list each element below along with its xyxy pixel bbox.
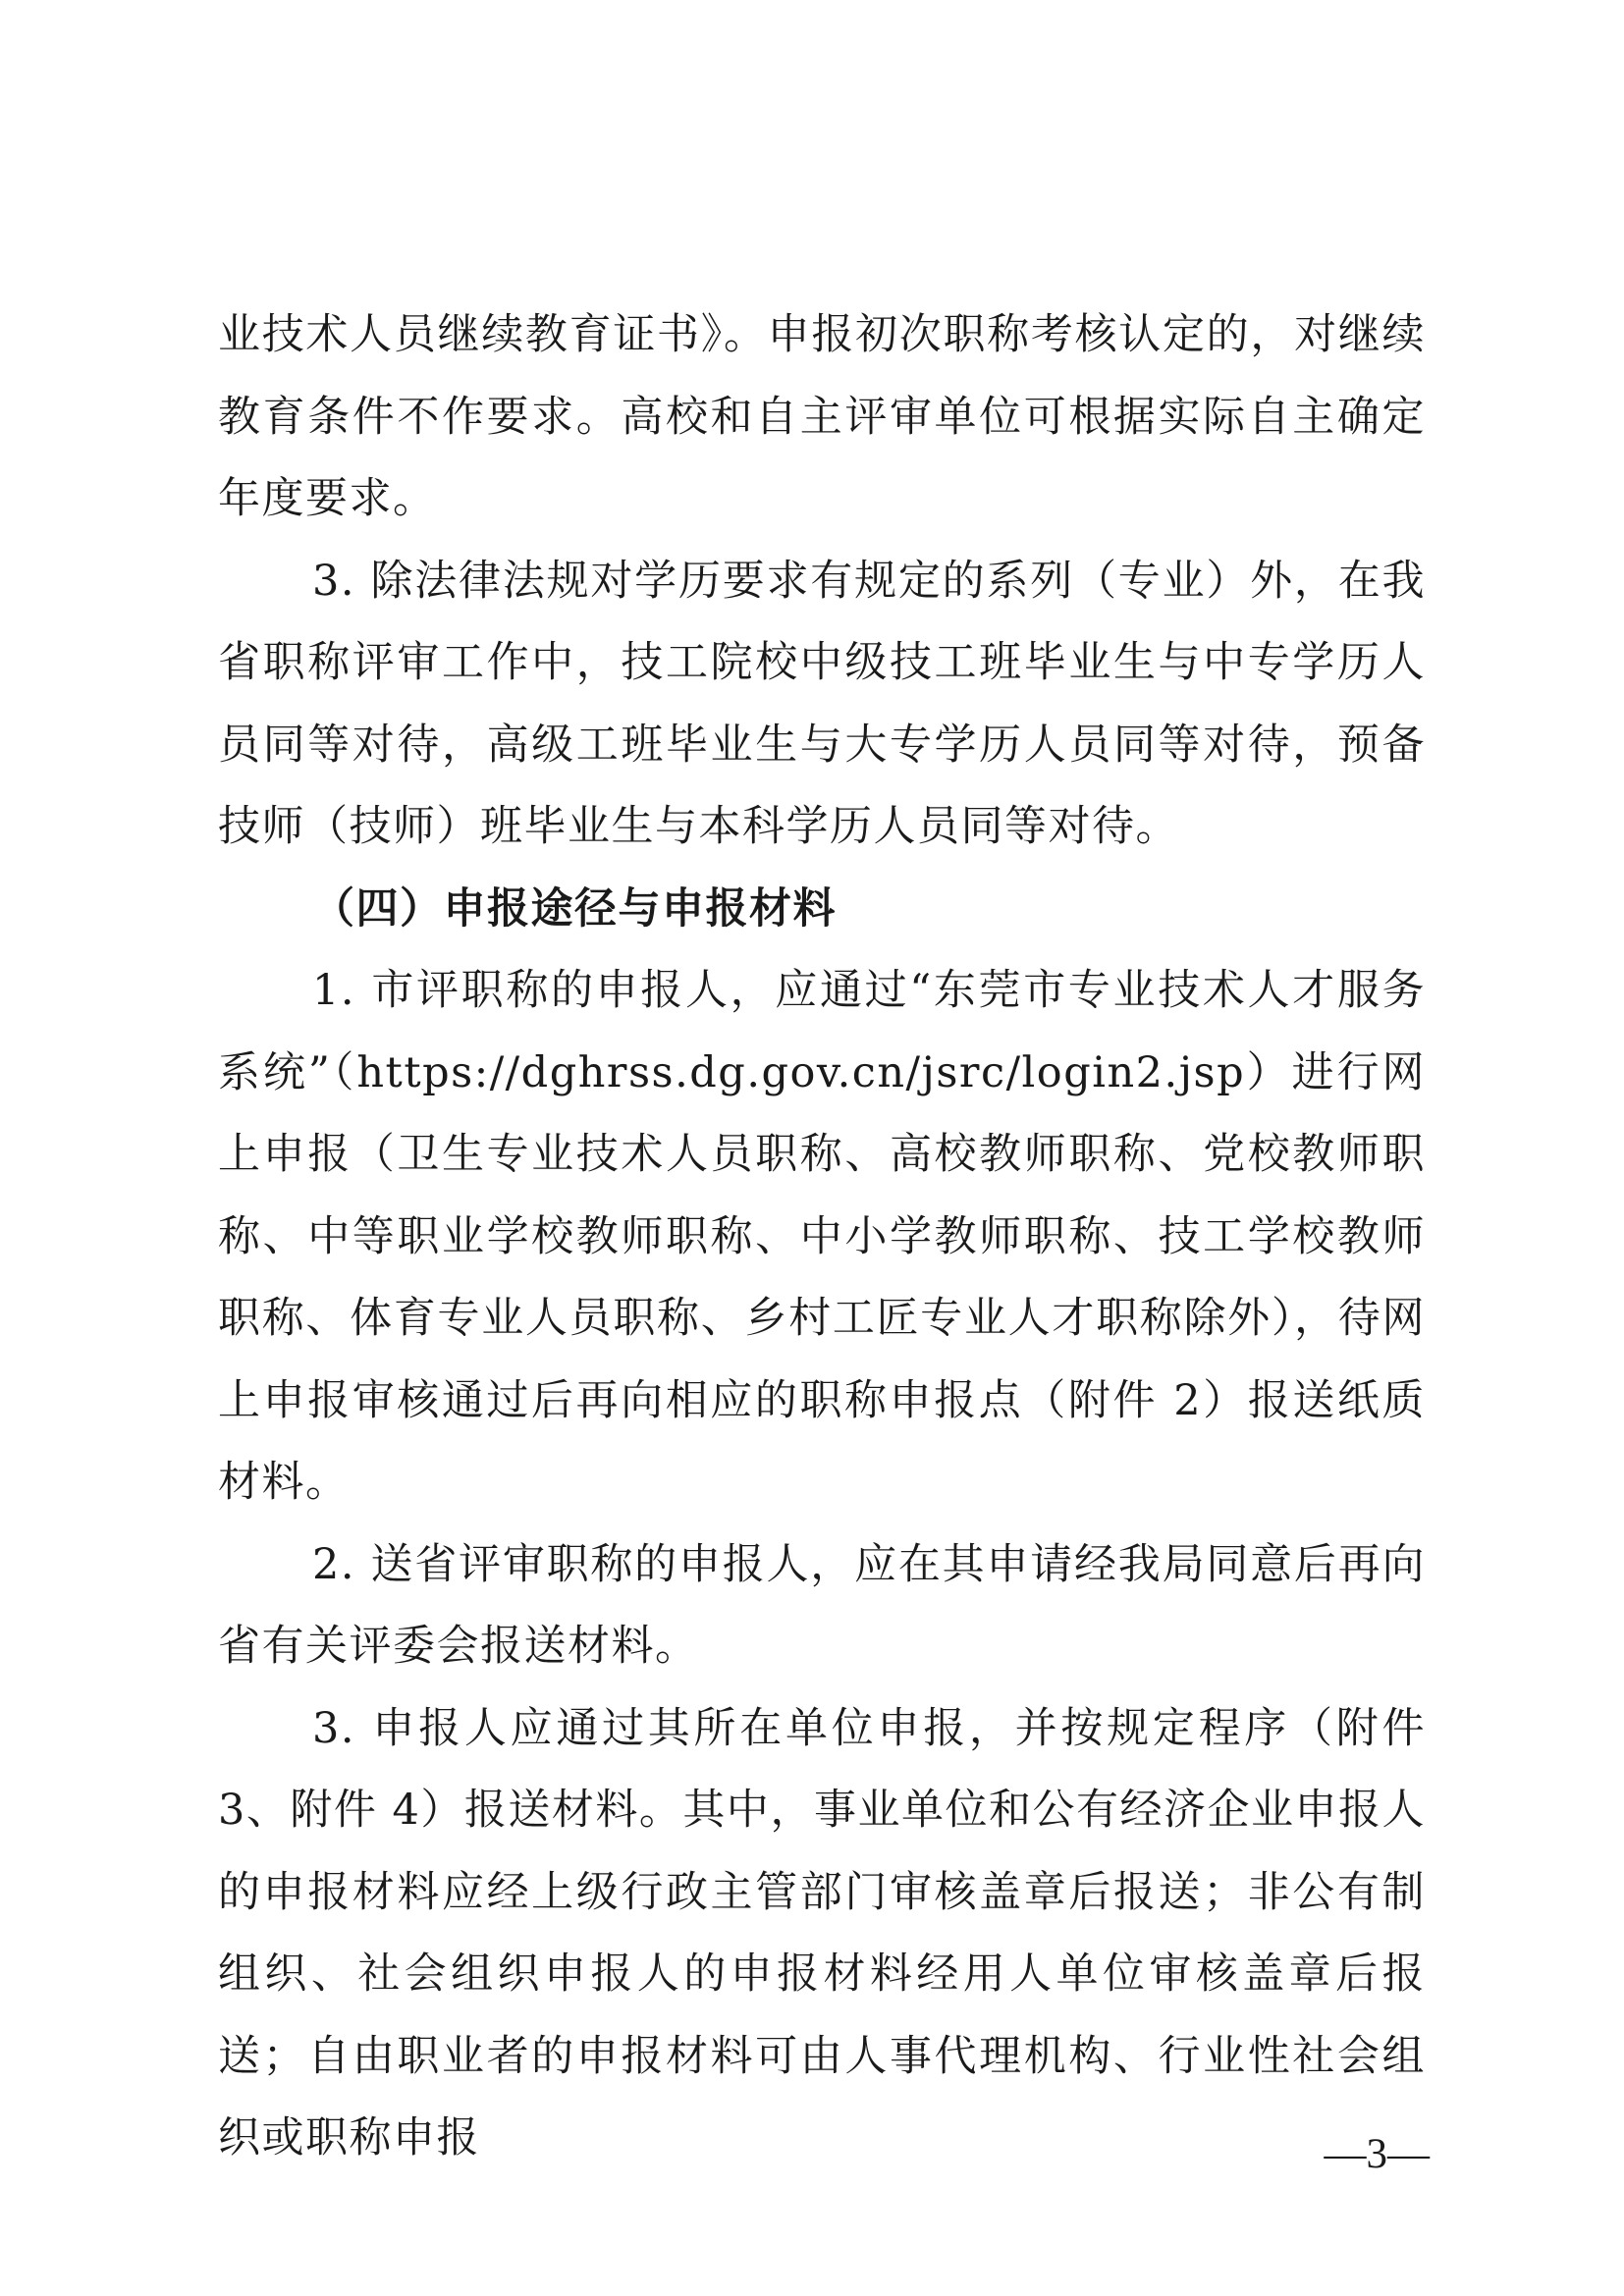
- paragraph-item-3-education: 3. 除法律法规对学历要求有规定的系列（专业）外，在我省职称评审工作中，技工院校中级技工班毕业生与中专学历人员同等对待，高级工班毕业生与大专学历人员同等对待，预备技师（技师）班毕业生与本科学历人员同等对待。: [218, 556, 1426, 851]
- document-body: [218, 294, 1426, 2180]
- paragraph-continued: 业技术人员继续教育证书》。申报初次职称考核认定的，对继续教育条件不作要求。高校和自主评审单位可根据实际自主确定年度要求。: [218, 310, 1426, 523]
- paragraph-item-1-online-application: 1. 市评职称的申报人，应通过“东莞市专业技术人才服务系统”（https://dghrss.dg.gov.cn/jsrc/login2.jsp）进行网上申报（卫生专业技术人员职称、高校教师职称、党校教师职称、中等职业学校教师职称、中小学教师职称、技工学校教师职称、体育专业人员职称、乡村工匠专业人才职称除外），待网上申报审核通过后再向相应的职称申报点（附件 2）报送纸质材料。: [218, 966, 1426, 1507]
- paragraph-item-2-provincial-review: 2. 送省评审职称的申报人，应在其申请经我局同意后再向省有关评委会报送材料。: [218, 1539, 1426, 1671]
- page-number: —3—: [1324, 2131, 1430, 2177]
- paragraph-item-3-submission: 3. 申报人应通过其所在单位申报，并按规定程序（附件 3、附件 4）报送材料。其中，事业单位和公有经济企业申报人的申报材料应经上级行政主管部门审核盖章后报送；非公有制组织、社会组织申报人的申报材料经用人单位审核盖章后报送；自由职业者的申报材料可由人事代理机构、行业性社会组织或职称申报: [218, 1703, 1426, 2163]
- section-heading: （四）申报途径与申报材料: [312, 883, 837, 934]
